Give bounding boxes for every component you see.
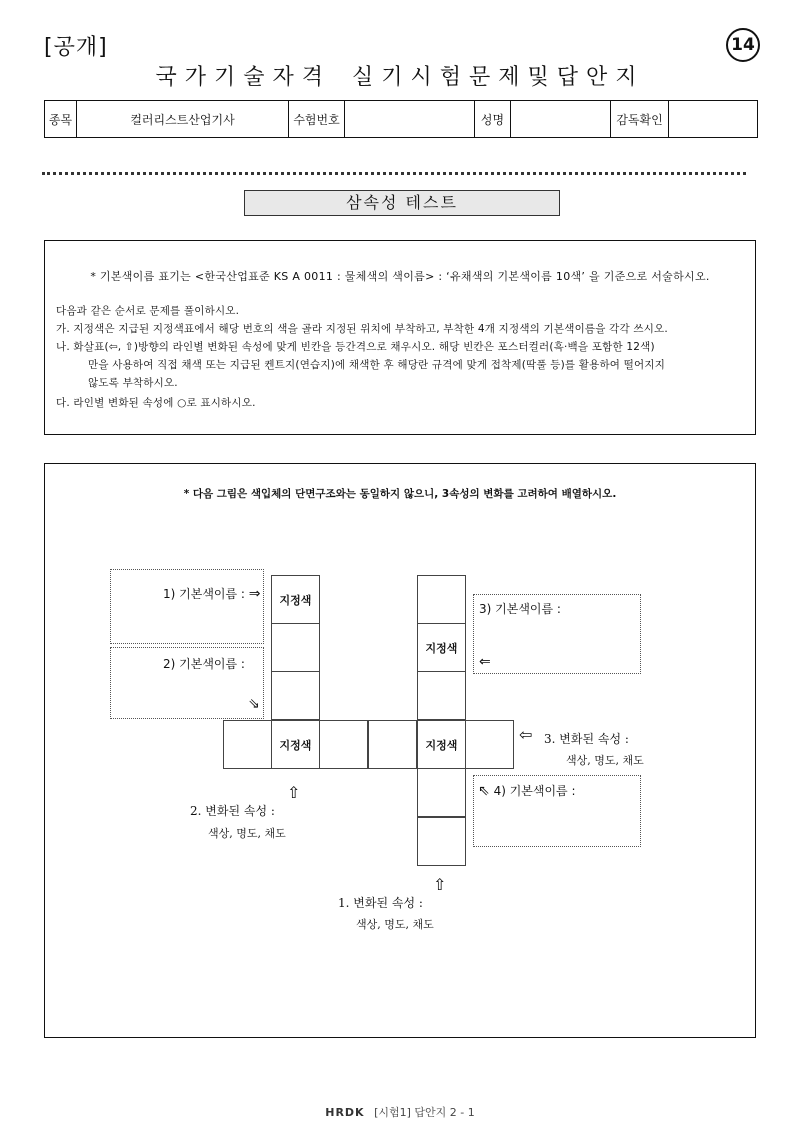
- fill-cell[interactable]: [223, 720, 272, 769]
- supervisor-label: 감독확인: [611, 101, 669, 137]
- designated-color-cell-2[interactable]: 지정색: [271, 720, 320, 769]
- footer-text: [시험1] 답안지 2 - 1: [374, 1106, 475, 1119]
- page-number-badge: 14: [726, 28, 760, 62]
- arrow-diagonal-down-icon: ⇘: [248, 696, 260, 712]
- fill-cell[interactable]: [368, 720, 417, 769]
- fill-cell[interactable]: [465, 720, 514, 769]
- arrow-left-icon: ⇐: [479, 654, 491, 670]
- fill-cell[interactable]: [417, 817, 466, 866]
- instruction-intro: 다음과 같은 순서로 문제를 풀이하시오.: [56, 305, 240, 317]
- arrow-right-icon: ⇒: [248, 586, 261, 602]
- instruction-item-b-cont: 만을 사용하여 직접 채색 또는 지급된 켄트지(연습지)에 채색한 후 해당란 규격에 맞게 접착제(딱풀 등)를 활용하여 떨어지지: [88, 359, 666, 371]
- name-label: 성명: [475, 101, 511, 137]
- instruction-item-b: 나. 화살표(⇦, ⇧)방향의 라인별 변화된 속성에 맞게 빈칸을 등간격으로 채우시오. 해당 빈칸은 포스터컬러(흑·백을 포함한 12색): [56, 341, 655, 353]
- hrdk-logo: HRDK: [325, 1106, 365, 1119]
- field-value: 컬러리스트산업기사: [77, 101, 289, 137]
- basic-color-name-4-label: ⇖ 4) 기본색이름 :: [478, 783, 576, 799]
- instruction-item-c: 다. 라인별 변화된 속성에 ○로 표시하시오.: [56, 397, 256, 409]
- basic-color-name-3-label: 3) 기본색이름 :: [479, 602, 561, 616]
- section-title: 삼속성 테스트: [244, 190, 560, 216]
- page-title: 국가기술자격 실기시험문제및답안지: [155, 65, 645, 90]
- diagram-note: * 다음 그림은 색입체의 단면구조와는 동일하지 않으니, 3속성의 변화를 고려하여 배열하시오.: [183, 488, 617, 500]
- arrow-up-icon: ⇧: [433, 875, 447, 894]
- fill-cell[interactable]: [319, 720, 368, 769]
- attribute-1-title: 1. 변화된 속성 :: [338, 896, 423, 910]
- fill-cell[interactable]: [271, 623, 320, 672]
- fill-cell[interactable]: [271, 671, 320, 720]
- attribute-3-options[interactable]: 색상, 명도, 채도: [566, 754, 644, 767]
- footer: [0, 1104, 800, 1120]
- answer-box-1[interactable]: [110, 569, 264, 644]
- basic-color-name-2-label: 2) 기본색이름 :: [163, 657, 245, 671]
- supervisor-field[interactable]: [669, 101, 757, 137]
- instruction-item-b-end: 않도록 부착하시오.: [88, 377, 178, 389]
- instruction-item-a: 가. 지정색은 지급된 지정색표에서 해당 번호의 색을 골라 지정된 위치에 부착하고, 부착한 4개 지정색의 기본색이름을 각각 쓰시오.: [56, 323, 668, 335]
- exam-number-label: 수험번호: [289, 101, 345, 137]
- arrow-up-icon: ⇧: [287, 783, 301, 802]
- arrow-left-hollow-icon: ⇦: [519, 725, 533, 744]
- instruction-note: * 기본색이름 표기는 <한국산업표준 KS A 0011 : 물체색의 색이름> : ‘유채색의 기본색이름 10색’ 을 기준으로 서술하시오.: [90, 270, 710, 283]
- public-tag: [공개]: [44, 35, 108, 60]
- name-field[interactable]: [511, 101, 611, 137]
- divider: [42, 172, 746, 175]
- exam-number-field[interactable]: [345, 101, 475, 137]
- arrow-diagonal-up-icon: ⇖: [478, 783, 490, 799]
- designated-color-cell-1[interactable]: 지정색: [271, 575, 320, 624]
- field-label: 종목: [45, 101, 77, 137]
- attribute-2-options[interactable]: 색상, 명도, 채도: [208, 827, 286, 840]
- fill-cell[interactable]: [417, 575, 466, 624]
- fill-cell[interactable]: [417, 768, 466, 817]
- designated-color-cell-3[interactable]: 지정색: [417, 623, 466, 672]
- exam-info-row: [44, 100, 758, 138]
- attribute-3-title: 3. 변화된 속성 :: [544, 732, 629, 746]
- designated-color-cell-4[interactable]: 지정색: [417, 720, 466, 769]
- attribute-2-title: 2. 변화된 속성 :: [190, 804, 275, 818]
- attribute-1-options[interactable]: 색상, 명도, 채도: [356, 918, 434, 931]
- fill-cell[interactable]: [417, 671, 466, 720]
- basic-color-name-1-label: 1) 기본색이름 : ⇒: [163, 586, 261, 602]
